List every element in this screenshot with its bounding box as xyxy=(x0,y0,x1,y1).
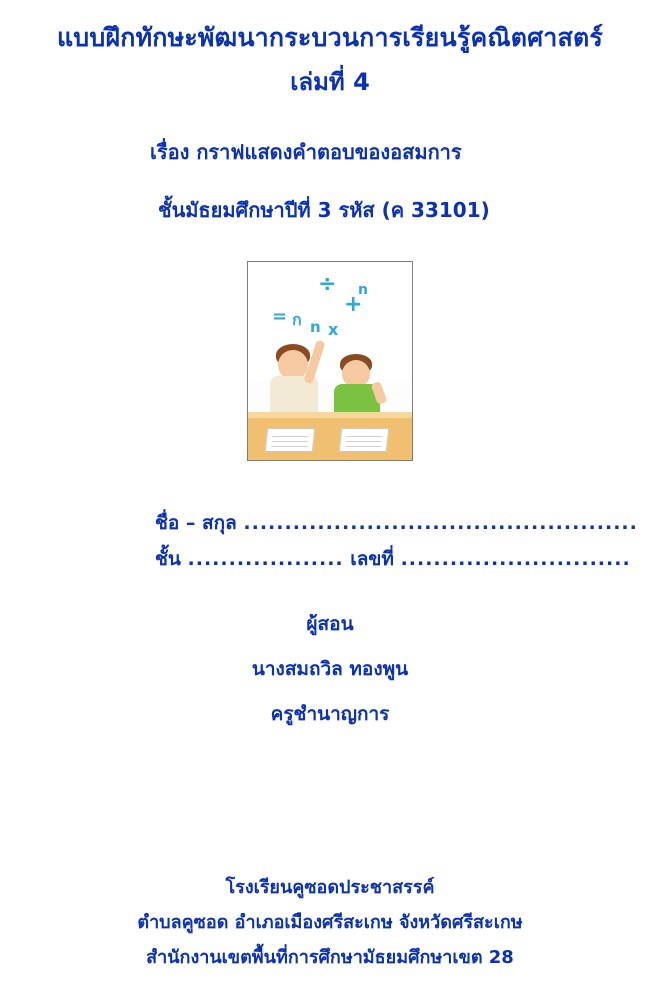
education-area-office: สำนักงานเขตพื้นที่การศึกษามัธยมศึกษาเขต 28 xyxy=(146,946,514,968)
teacher-role-label: ผู้สอน xyxy=(306,613,354,636)
class-number-field-row xyxy=(155,541,660,577)
student-left xyxy=(266,344,328,418)
class-label: ชั้น xyxy=(155,548,181,571)
divide-symbol-icon: ÷ xyxy=(318,272,337,298)
school-block xyxy=(0,870,660,975)
name-field-row xyxy=(155,505,660,541)
subject-block xyxy=(0,139,660,223)
teacher-position: ครูชำนาญการ xyxy=(270,703,390,726)
number-input-line[interactable]: ............................ xyxy=(400,548,631,571)
equals-symbol-icon: = xyxy=(272,306,288,328)
thai-ko-symbol-icon: ก xyxy=(292,310,302,330)
plus-symbol-icon: + xyxy=(344,292,363,318)
name-input-line[interactable]: ................................................ xyxy=(243,512,638,535)
school-name: โรงเรียนคูซอดประชาสรรค์ xyxy=(225,876,435,898)
student-right xyxy=(332,352,392,418)
n-symbol-small-icon: n xyxy=(358,282,368,299)
page-title: แบบฝึกทักษะพัฒนากระบวนการเรียนรู้คณิตศาสตร์ xyxy=(56,23,604,52)
illustration-wrap xyxy=(0,261,660,461)
teacher-name: นางสมถวิล ทองพูน xyxy=(251,658,409,681)
school-address: ตำบลคูซอด อำเภอเมืองศรีสะเกษ จังหวัดศรีสะเกษ xyxy=(137,911,523,933)
teacher-block xyxy=(0,613,660,725)
n-symbol-icon: n xyxy=(310,318,321,337)
name-label: ชื่อ – สกุล xyxy=(155,512,237,535)
booklet-number: เล่มที่ 4 xyxy=(290,68,370,97)
student-fields xyxy=(0,505,660,577)
title-block xyxy=(0,22,660,97)
class-input-line[interactable]: ................... xyxy=(187,548,344,571)
document-page xyxy=(0,22,660,997)
x-symbol-icon: x xyxy=(328,320,339,340)
number-label: เลขที่ xyxy=(350,548,394,571)
notebook-left xyxy=(265,428,316,452)
notebook-right xyxy=(339,428,390,452)
grade-code: ชั้นมัธยมศึกษาปีที่ 3 รหัส (ค 33101) xyxy=(158,198,490,223)
students-math-illustration xyxy=(247,261,413,461)
subject-topic: เรื่อง กราฟแสดงคำตอบของอสมการ xyxy=(150,140,462,165)
